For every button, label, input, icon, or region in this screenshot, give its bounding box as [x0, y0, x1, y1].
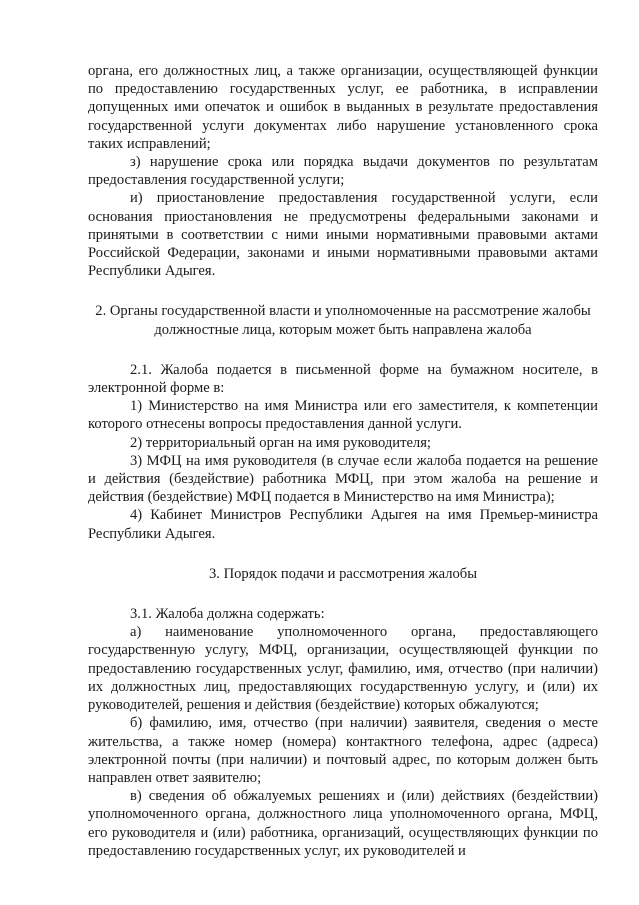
- spacer: [88, 339, 598, 361]
- paragraph-item-i: и) приостановление предоставления государственной услуги, если основания приостановления не предусмотрены федеральными законами и принятыми в соответствии с ними иными нормативными правовыми актами Российской Федерации, законами и иными нормативными правовыми актами Республики Адыгея.: [88, 190, 598, 280]
- section-3-heading: 3. Порядок подачи и рассмотрения жалобы: [208, 565, 478, 582]
- list-item-v: в) сведения об обжалуемых решениях и (или) действиях (бездействии) уполномоченного органа, должностного лица уполномоченного органа, МФЦ, его руководителя и (или) работника, организаций, осуществляющих функции по предоставлению государственных услуг, их руководителей и: [88, 788, 598, 859]
- spacer: [88, 543, 598, 565]
- list-item-a: а) наименование уполномоченного органа, предоставляющего государственную услугу, МФЦ, организации, осуществляющей функции по предоставлению государственных услуг, фамилию, имя, отчество (при наличии) их должностных лиц, предоставляющих государственную услугу, и (или) их руководителей, решения и действия (бездействие) которых обжалуются;: [88, 624, 598, 714]
- list-item-2: 2) территориальный орган на имя руководителя;: [130, 434, 431, 451]
- paragraph-item-z: з) нарушение срока или порядка выдачи документов по результатам предоставления государственной услуги;: [88, 154, 598, 189]
- spacer: [88, 280, 598, 302]
- section-2-heading: 2. Органы государственной власти и уполномоченные на рассмотрение жалобы должностные лица, которым может быть направлена жалоба: [95, 303, 591, 338]
- document-body: [88, 62, 598, 860]
- list-item-3: 3) МФЦ на имя руководителя (в случае если жалоба подается на решение и действия (бездействие) работника МФЦ, при этом жалоба на решение и действия (бездействие) МФЦ подается в Министерство на имя Министра);: [88, 452, 598, 506]
- list-item-4: 4) Кабинет Министров Республики Адыгея на имя Премьер-министра Республики Адыгея.: [88, 507, 598, 542]
- paragraph-3-1: 3.1. Жалоба должна содержать:: [130, 606, 325, 623]
- paragraph-continuation: органа, его должностных лиц, а также организации, осуществляющей функции по предоставлению государственных услуг, ее работника, в исправлении допущенных ими опечаток и ошибок в выданных в результате предоставления государственной услуги документах либо нарушение установленного срока таких исправлений;: [88, 63, 598, 152]
- paragraph-2-1: 2.1. Жалоба подается в письменной форме на бумажном носителе, в электронной форме в:: [88, 361, 598, 397]
- list-item-1: 1) Министерство на имя Министра или его заместителя, к компетенции которого отнесены вопросы предоставления данной услуги.: [88, 398, 598, 433]
- list-item-b: б) фамилию, имя, отчество (при наличии) заявителя, сведения о месте жительства, а также номер (номера) контактного телефона, адрес (адреса) электронной почты (при наличии) и почтовый адрес, по которым должен быть направлен ответ заявителю;: [88, 715, 598, 786]
- spacer: [88, 583, 598, 605]
